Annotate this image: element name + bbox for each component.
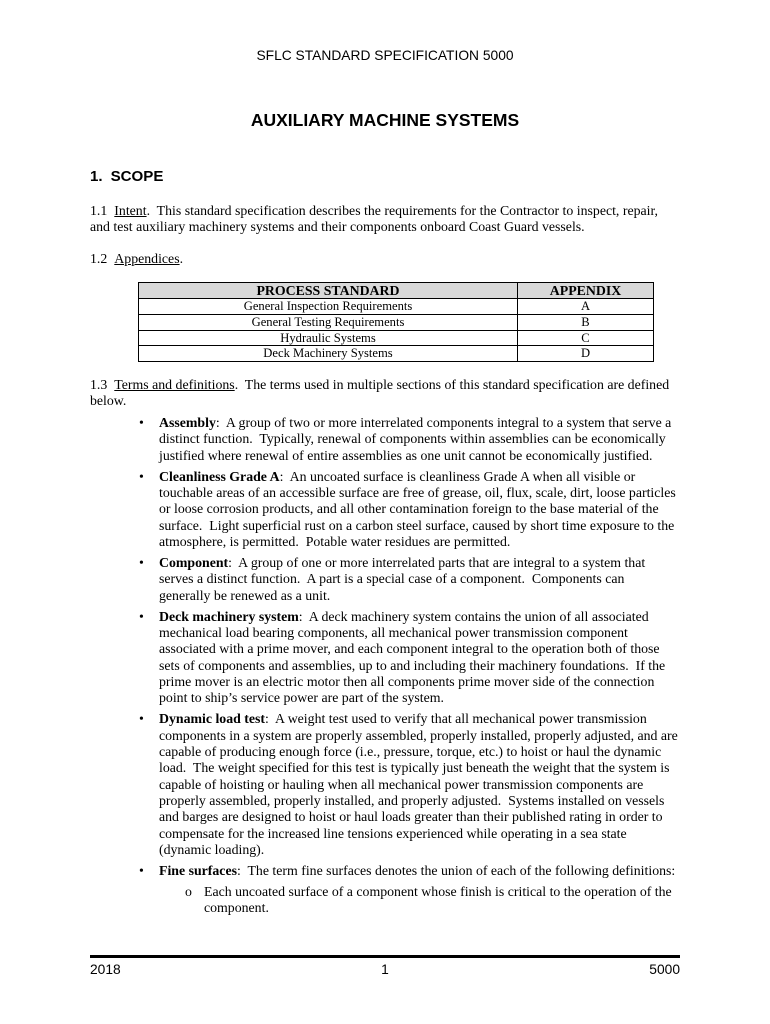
definition-text: : A deck machinery system contains the union of all associated mechanical load bearing components, all mechanical power transmission component associated with a prime mover, and each component integral to the operation both of those sets of components and assemblies, up to and including their machinery foundations. If the prime mover is an electric motor then all components prime mover side of the connection point to ship’s service power are part of the system. bbox=[159, 608, 666, 706]
definition-item bbox=[138, 711, 750, 858]
subsection-heading: Intent bbox=[114, 203, 147, 218]
definition-item bbox=[138, 469, 750, 551]
appendix-letter-cell: B bbox=[518, 314, 654, 330]
column-header-process-standard: PROCESS STANDARD bbox=[139, 283, 518, 299]
definition-subitem-text: Each uncoated surface of a component whose finish is critical to the operation of the component. bbox=[204, 884, 672, 916]
bullet-icon bbox=[138, 555, 159, 571]
subsection-heading: Terms and definitions bbox=[114, 377, 235, 392]
table-row bbox=[139, 346, 654, 362]
definition-sublist bbox=[183, 884, 750, 917]
subsection-terms-and-definitions bbox=[90, 377, 750, 410]
bullet-icon bbox=[138, 863, 159, 879]
definition-term: Fine surfaces bbox=[159, 863, 237, 879]
subsection-appendices bbox=[90, 251, 750, 267]
definition-text: : A group of one or more interrelated parts that are integral to a system that serves a distinct function. A part is a special case of a component. Components can generally be renewed as a unit. bbox=[159, 555, 646, 603]
appendix-table bbox=[138, 282, 654, 362]
hollow-bullet-icon bbox=[183, 884, 204, 900]
table-row bbox=[139, 330, 654, 346]
section-heading bbox=[90, 168, 163, 186]
subsection-text: . bbox=[179, 251, 184, 266]
bullet-icon bbox=[138, 711, 159, 727]
bullet-icon bbox=[138, 469, 159, 485]
table-header-row bbox=[139, 283, 654, 299]
column-header-appendix: APPENDIX bbox=[518, 283, 654, 299]
definition-item bbox=[138, 863, 750, 917]
definition-item bbox=[138, 555, 750, 604]
definition-subitem bbox=[183, 884, 750, 917]
section-number: 1. bbox=[90, 168, 103, 185]
document-title: AUXILIARY MACHINE SYSTEMS bbox=[250, 110, 520, 130]
bullet-icon bbox=[138, 609, 159, 625]
subsection-number: 1.1 bbox=[90, 203, 108, 218]
footer-year: 2018 bbox=[90, 962, 121, 977]
subsection-intent bbox=[90, 203, 750, 236]
table-row bbox=[139, 314, 654, 330]
process-standard-cell: General Inspection Requirements bbox=[139, 299, 518, 315]
appendix-letter-cell: C bbox=[518, 330, 654, 346]
appendix-letter-cell: D bbox=[518, 346, 654, 362]
bullet-icon bbox=[138, 415, 159, 431]
definition-text: : An uncoated surface is cleanliness Grade A when all visible or touchable areas of an accessible surface are free of grease, oil, flux, scale, dirt, loose particles or loose corrosion products, and all other contamination foreign to the base material of the surface. Light superficial rust on a carbon steel surface, caused by short time exposure to the atmosphere, is permitted. Potable water residues are permitted. bbox=[159, 468, 676, 550]
process-standard-cell: Hydraulic Systems bbox=[139, 330, 518, 346]
definition-term: Cleanliness Grade A bbox=[159, 468, 280, 484]
process-standard-cell: General Testing Requirements bbox=[139, 314, 518, 330]
footer-rule bbox=[90, 955, 680, 958]
definition-item bbox=[138, 609, 750, 707]
definition-item bbox=[138, 415, 750, 464]
appendix-letter-cell: A bbox=[518, 299, 654, 315]
subsection-text: . This standard specification describes the requirements for the Contractor to inspect, repair, and test auxiliary machinery systems and their components onboard Coast Guard vessels. bbox=[90, 203, 658, 235]
subsection-number: 1.2 bbox=[90, 251, 108, 266]
table-row bbox=[139, 299, 654, 315]
definition-text: : A group of two or more interrelated components integral to a system that serve a distinct function. Typically, renewal of components within assemblies can be economically justified where renewal of entire assemblies as one unit cannot be economically justified. bbox=[159, 415, 672, 463]
running-header: SFLC STANDARD SPECIFICATION 5000 bbox=[256, 48, 514, 63]
page-footer bbox=[90, 962, 680, 978]
definition-term: Dynamic load test bbox=[159, 711, 266, 727]
subsection-number: 1.3 bbox=[90, 377, 108, 392]
definition-term: Assembly bbox=[159, 415, 216, 430]
definition-text: : A weight test used to verify that all mechanical power transmission components in a system are properly assembled, properly installed, properly adjusted, and are capable of producing enough force (i.e., pressure, torque, etc.) to hoist or haul the dynamic load. The weight specified for this test is typically just beneath the weight that the system is capable of hoisting or hauling when all mechanical power transmission components are properly assembled, properly installed, and properly adjusted. Systems installed on vessels and barges are designed to hoist or haul loads greater than their published rating in order to compensate for the increased line tensions experienced while operating in a sea state (dynamic loading). bbox=[159, 711, 678, 858]
definition-text: : The term fine surfaces denotes the union of each of the following definitions: bbox=[236, 863, 676, 879]
footer-page-number: 1 bbox=[381, 962, 389, 977]
footer-spec-number: 5000 bbox=[649, 962, 680, 977]
subsection-heading: Appendices bbox=[114, 251, 180, 266]
definition-term: Component bbox=[159, 555, 229, 571]
definitions-list bbox=[138, 415, 750, 921]
definition-term: Deck machinery system bbox=[159, 608, 299, 624]
subsection-text: . The terms used in multiple sections of this standard specification are defined below. bbox=[90, 377, 670, 409]
section-title: SCOPE bbox=[110, 168, 164, 185]
process-standard-cell: Deck Machinery Systems bbox=[139, 346, 518, 362]
